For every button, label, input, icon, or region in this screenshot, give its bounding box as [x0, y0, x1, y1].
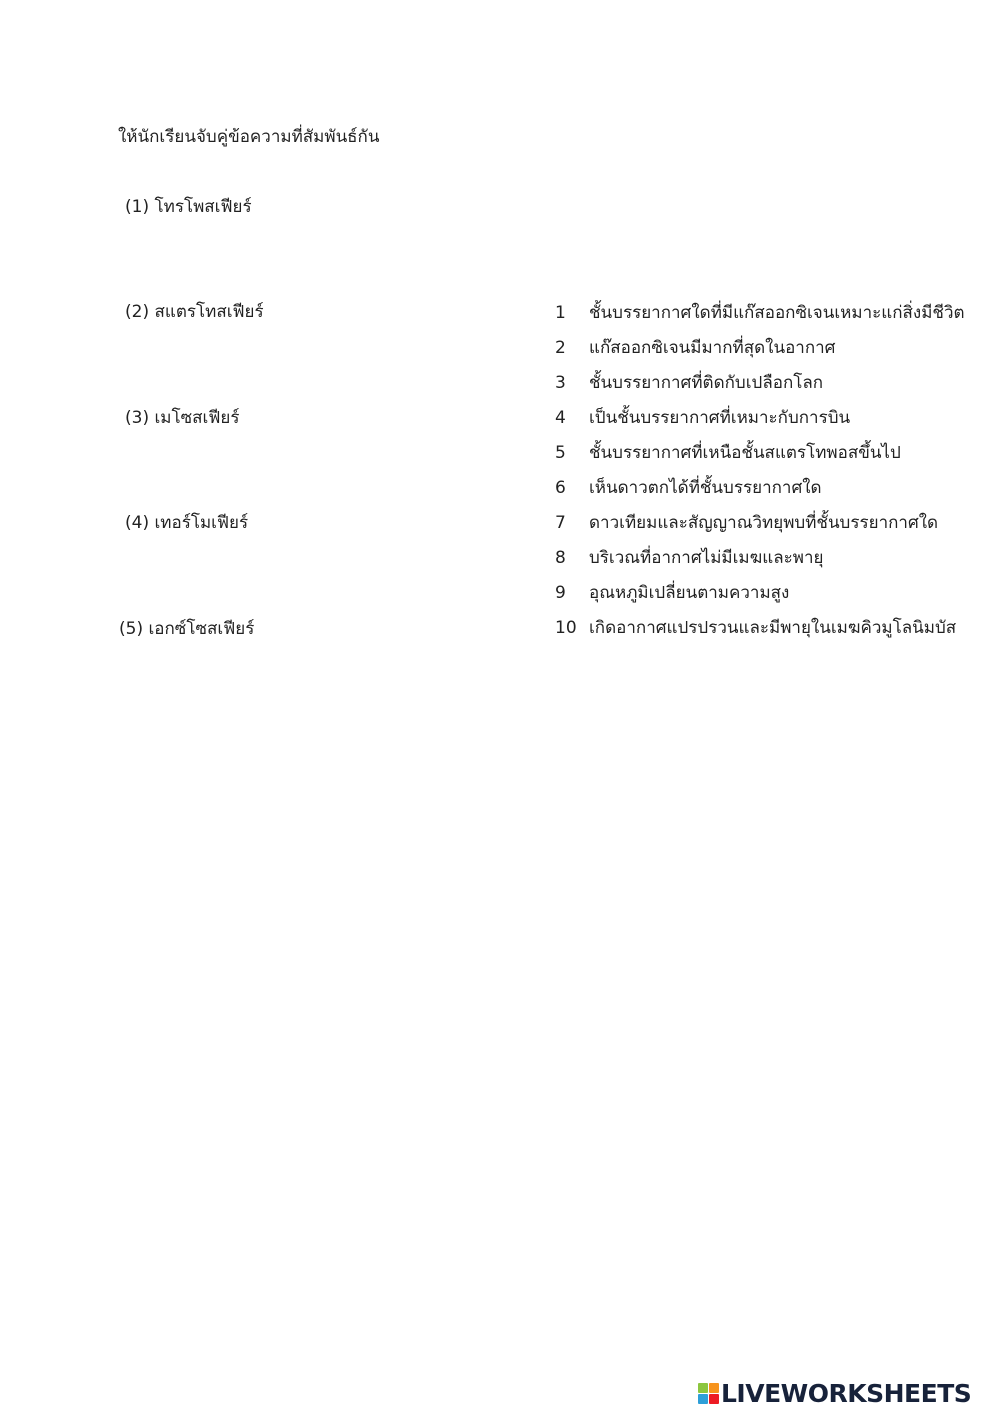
statement-item — [555, 436, 985, 471]
statement-number: 4 — [555, 408, 566, 428]
statement-number: 5 — [555, 443, 566, 463]
statement-item — [555, 401, 985, 436]
left-item-thermosphere: (4) เทอร์โมเฟียร์ — [125, 513, 249, 533]
logo-square — [698, 1383, 708, 1393]
left-item-mesosphere: (3) เมโซสเฟียร์ — [125, 408, 240, 428]
statement-text: ชั้นบรรยากาศใดที่มีแก๊สออกซิเจนเหมาะแก่สิ่งมีชีวิต — [589, 303, 965, 323]
logo-text: LIVEWORKSHEETS — [721, 1378, 972, 1408]
statement-item — [555, 366, 985, 401]
left-item-exosphere: (5) เอกซ์โซสเฟียร์ — [119, 619, 255, 639]
statement-text: เป็นชั้นบรรยากาศที่เหมาะกับการบิน — [589, 408, 851, 428]
statement-item — [555, 576, 985, 611]
statement-text: ดาวเทียมและสัญญาณวิทยุพบที่ชั้นบรรยากาศใด — [589, 513, 939, 533]
statement-list — [555, 296, 985, 646]
statement-number: 3 — [555, 373, 566, 393]
statement-text: เห็นดาวตกได้ที่ชั้นบรรยากาศใด — [589, 478, 822, 498]
statement-text: เกิดอากาศแปรปรวนและมีพายุในเมฆคิวมูโลนิมบัส — [589, 618, 957, 638]
statement-number: 10 — [555, 618, 577, 638]
statement-number: 1 — [555, 303, 566, 323]
statement-text: ชั้นบรรยากาศที่ติดกับเปลือกโลก — [589, 373, 824, 393]
statement-number: 6 — [555, 478, 566, 498]
liveworksheets-logo — [698, 1378, 971, 1408]
statement-text: อุณหภูมิเปลี่ยนตามความสูง — [589, 583, 790, 603]
statement-item — [555, 611, 985, 646]
statement-text: แก๊สออกซิเจนมีมากที่สุดในอากาศ — [589, 338, 836, 358]
statement-item — [555, 296, 985, 331]
statement-item — [555, 331, 985, 366]
logo-square — [698, 1394, 708, 1404]
logo-square — [709, 1383, 719, 1393]
left-item-troposphere: (1) โทรโพสเฟียร์ — [125, 197, 252, 217]
left-item-stratosphere: (2) สแตรโทสเฟียร์ — [125, 302, 264, 322]
statement-number: 2 — [555, 338, 566, 358]
statement-item — [555, 541, 985, 576]
statement-number: 7 — [555, 513, 566, 533]
statement-text: ชั้นบรรยากาศที่เหนือชั้นสแตรโทพอสขึ้นไป — [589, 443, 901, 463]
statement-text: บริเวณที่อากาศไม่มีเมฆและพายุ — [589, 548, 824, 568]
logo-square — [709, 1394, 719, 1404]
statement-number: 9 — [555, 583, 566, 603]
statement-item — [555, 506, 985, 541]
statement-number: 8 — [555, 548, 566, 568]
instruction-text: ให้นักเรียนจับคู่ข้อความที่สัมพันธ์กัน — [118, 127, 380, 147]
logo-icon — [698, 1383, 719, 1404]
statement-item — [555, 471, 985, 506]
